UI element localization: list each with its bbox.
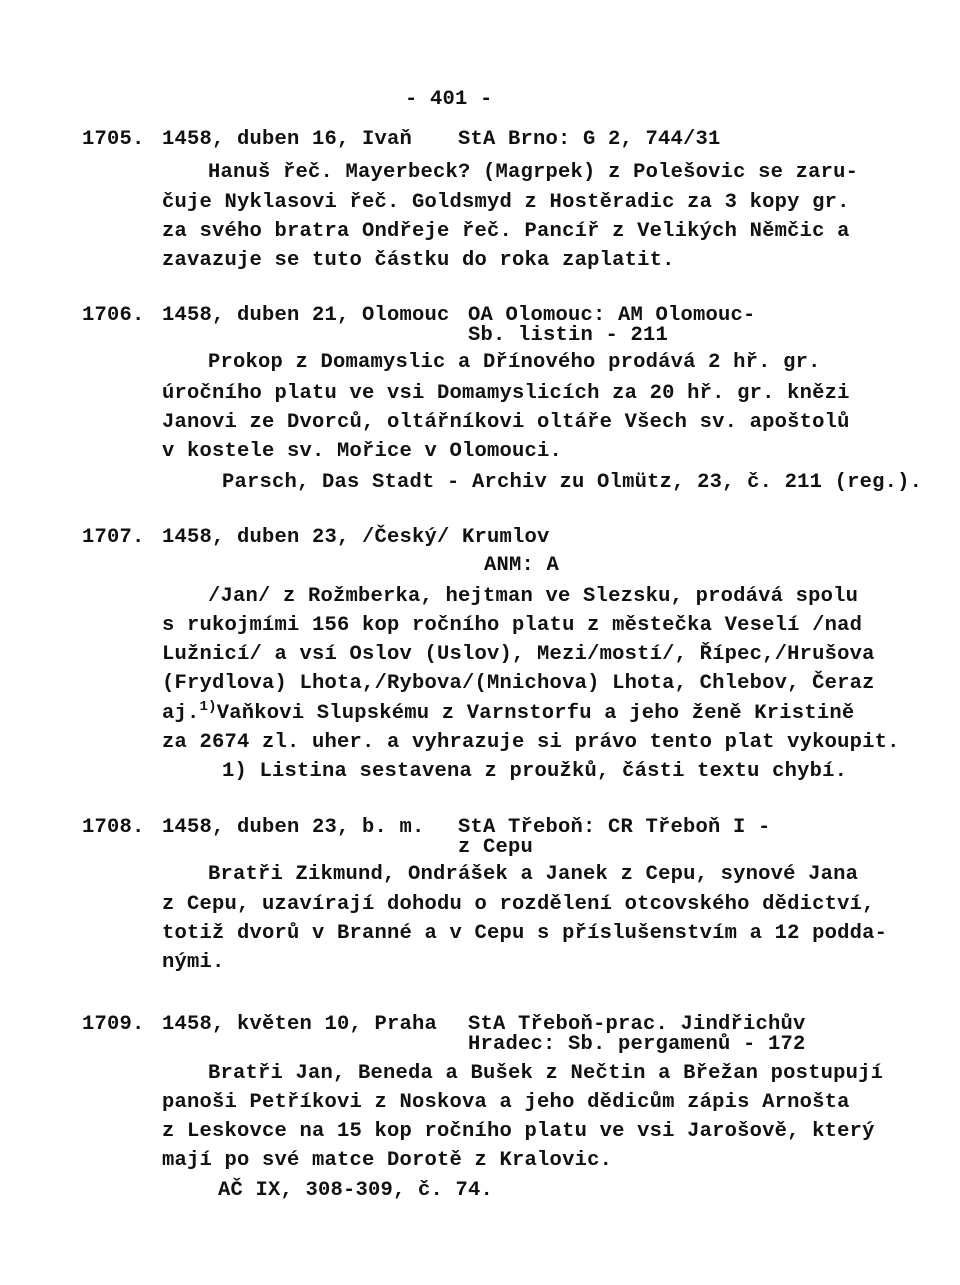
entry-heading: 1458, duben 21, Olomouc bbox=[162, 304, 450, 327]
footnote: 1) Listina sestavena z proužků, části textu chybí. bbox=[222, 760, 848, 783]
body-line: mají po své matce Dorotě z Kralovic. bbox=[162, 1149, 613, 1172]
body-line: z Leskovce na 15 kop ročního platu ve vsi Jarošově, který bbox=[162, 1120, 875, 1143]
body-line: s rukojmími 156 kop ročního platu z městečka Veselí /nad bbox=[162, 614, 863, 637]
archive-reference: ANM: A bbox=[484, 554, 560, 577]
archive-reference: OA Olomouc: AM Olomouc- bbox=[468, 304, 756, 327]
archive-reference: StA Brno: G 2, 744/31 bbox=[458, 128, 721, 151]
body-line: čuje Nyklasovi řeč. Goldsmyd z Hostěradic za 3 kopy gr. bbox=[162, 191, 850, 214]
literature-reference: Parsch, Das Stadt - Archiv zu Olmütz, 23, č. 211 (reg.). bbox=[222, 471, 923, 494]
entry-heading: 1458, duben 23, /Český/ Krumlov bbox=[162, 526, 550, 549]
footnote-marker: 1) bbox=[199, 699, 217, 716]
entry-heading: 1458, duben 16, Ivaň bbox=[162, 128, 413, 151]
body-text: Vaňkovi Slupskému z Varnstorfu a jeho ženě Kristině bbox=[216, 702, 855, 725]
body-line: z Cepu, uzavírají dohodu o rozdělení otcovského dědictví, bbox=[162, 893, 875, 916]
entry-heading: 1458, duben 23, b. m. bbox=[162, 816, 425, 839]
body-line: Janovi ze Dvorců, oltářníkovi oltáře Všech sv. apoštolů bbox=[162, 411, 850, 434]
body-line: Lužnicí/ a vsí Oslov (Uslov), Mezi/mostí/, Řípec,/Hrušova bbox=[162, 643, 875, 666]
body-line: Hanuš řeč. Mayerbeck? (Magrpek) z Polešovic se zaru- bbox=[208, 161, 859, 184]
body-text: aj. bbox=[162, 702, 200, 725]
body-line: nými. bbox=[162, 951, 225, 974]
body-line: úročního platu ve vsi Domamyslicích za 20 hř. gr. knězi bbox=[162, 382, 850, 405]
body-line: Bratři Jan, Beneda a Bušek z Nečtin a Břežan postupují bbox=[208, 1062, 884, 1085]
body-line: v kostele sv. Mořice v Olomouci. bbox=[162, 440, 563, 463]
entry-number: 1707. bbox=[82, 526, 145, 549]
body-line: za svého bratra Ondřeje řeč. Pancíř z Velikých Němčic a bbox=[162, 220, 850, 243]
entry-number: 1705. bbox=[82, 128, 145, 151]
literature-reference: AČ IX, 308-309, č. 74. bbox=[218, 1179, 494, 1202]
archive-reference: Sb. listin - 211 bbox=[468, 324, 669, 347]
body-line: Bratři Zikmund, Ondrášek a Janek z Cepu, synové Jana bbox=[208, 863, 859, 886]
body-line: Prokop z Domamyslic a Dřínového prodává 2 hř. gr. bbox=[208, 351, 821, 374]
archive-reference: StA Třeboň-prac. Jindřichův bbox=[468, 1013, 806, 1036]
entry-number: 1708. bbox=[82, 816, 145, 839]
entry-heading: 1458, květen 10, Praha bbox=[162, 1013, 438, 1036]
body-line bbox=[162, 699, 854, 728]
page-number: - 401 - bbox=[405, 88, 493, 111]
entry-number: 1706. bbox=[82, 304, 145, 327]
archive-reference: z Cepu bbox=[458, 836, 534, 859]
body-line: panoši Petříkovi z Noskova a jeho dědicům zápis Arnošta bbox=[162, 1091, 850, 1114]
archive-reference: StA Třeboň: CR Třeboň I - bbox=[458, 816, 771, 839]
body-line: totiž dvorů v Branné a v Cepu s příslušenstvím a 12 podda- bbox=[162, 922, 888, 945]
archive-reference: Hradec: Sb. pergamenů - 172 bbox=[468, 1033, 806, 1056]
body-line: (Frydlova) Lhota,/Rybova/(Mnichova) Lhota, Chlebov, Čeraz bbox=[162, 672, 875, 695]
body-line: zavazuje se tuto částku do roka zaplatit. bbox=[162, 249, 675, 272]
body-line: /Jan/ z Rožmberka, hejtman ve Slezsku, prodává spolu bbox=[208, 585, 859, 608]
entry-number: 1709. bbox=[82, 1013, 145, 1036]
body-line: za 2674 zl. uher. a vyhrazuje si právo tento plat vykoupit. bbox=[162, 731, 900, 754]
